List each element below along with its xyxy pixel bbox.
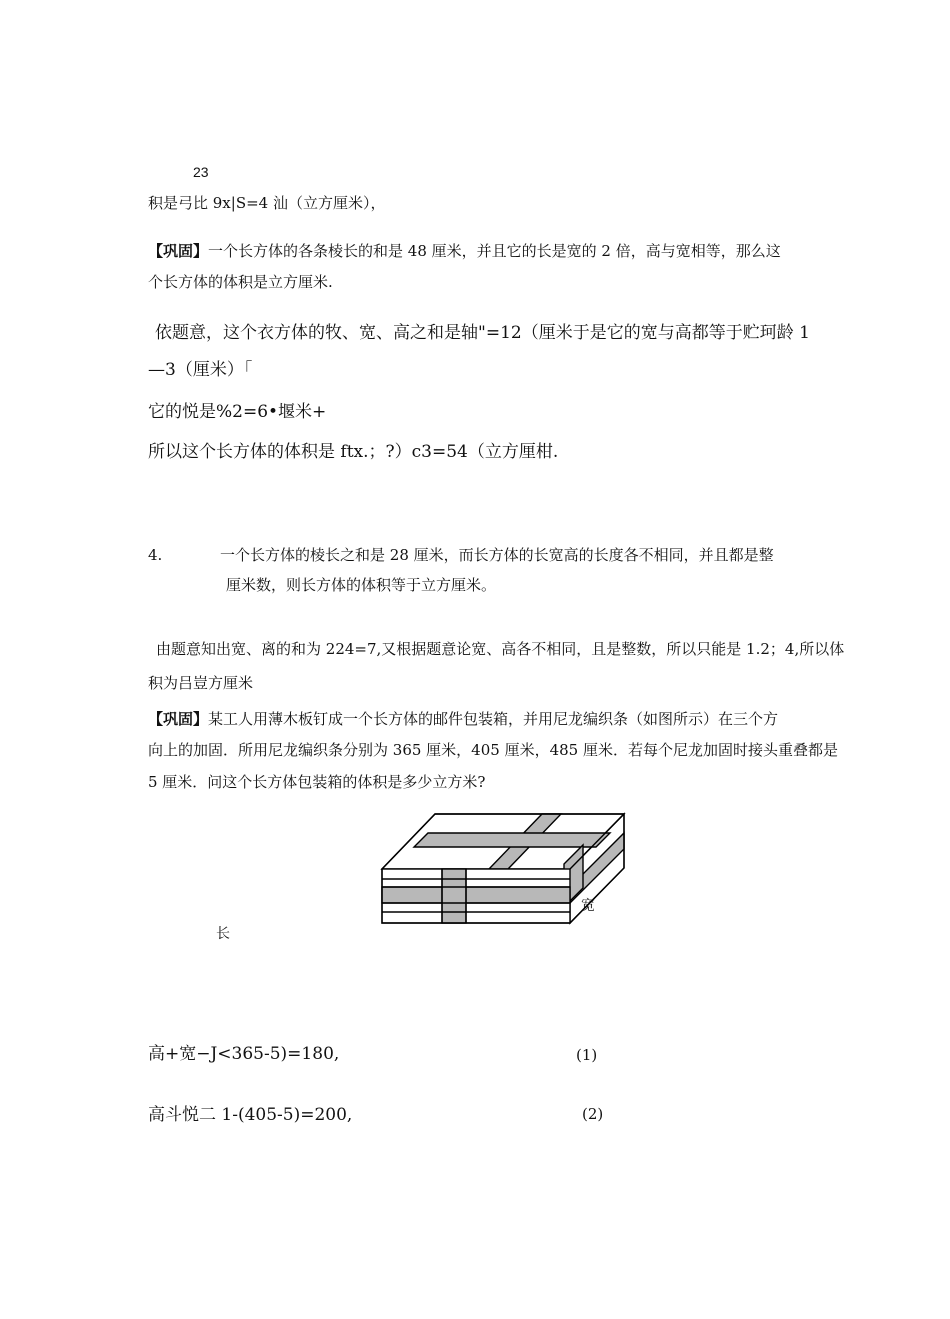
solution-1-line-3: 它的悦是%2=6•堰米+ <box>148 402 327 422</box>
question-4-line-1: 一个长方体的棱长之和是 28 厘米，而长方体的长宽高的长度各不相同，并且都是整 <box>220 546 774 564</box>
consolidate-tag: 【巩固】 <box>148 242 209 260</box>
solution-1-line-4: 所以这个长方体的体积是 ftx.；?）c3=54（立方厘柑. <box>148 442 559 462</box>
consolidate-text: 一个长方体的各条棱长的和是 48 厘米，并且它的长是宽的 2 倍，高与宽相等，那么这 <box>208 242 781 260</box>
equation-2-number: (2) <box>582 1105 604 1123</box>
label-width: 宽 <box>581 897 595 913</box>
volume-result-line: 积是弓比 9x|S=4 汕（立方厘米）， <box>148 194 386 212</box>
question-4-line-2: 厘米数，则长方体的体积等于立方厘米。 <box>226 576 497 594</box>
consolidate-question-2-line-3: 5 厘米．问这个长方体包装箱的体积是多少立方米? <box>148 773 486 791</box>
question-4-number: 4. <box>148 546 163 564</box>
solution-1-line-1: 依题意，这个衣方体的牧、宽、高之和是轴"=12（厘米于是它的宽与高都等于贮珂龄 1 <box>155 323 810 343</box>
solution-2-line-2: 积为吕豈方厘米 <box>148 674 254 692</box>
equation-1-number: (1) <box>576 1046 598 1064</box>
solution-2-line-1: 由题意知出宽、离的和为 224=7,又根据题意论宽、高各不相同，且是整数，所以只能是 1.2；4,所以体 <box>156 640 845 658</box>
solution-1-line-2: —3（厘米）「 <box>148 360 253 380</box>
label-length: 长 <box>216 925 230 941</box>
consolidate-question-2-line-1 <box>148 712 778 727</box>
superscript-number: 23 <box>193 164 209 180</box>
consolidate-question-1-line-2: 个长方体的体积是立方厘米. <box>148 273 333 291</box>
consolidate-question-2-line-2: 向上的加固．所用尼龙编织条分别为 365 厘米，405 厘米，485 厘米．若每个尼龙加固时接头重叠都是 <box>148 741 838 759</box>
front-strap-vertical <box>442 869 466 923</box>
front-strap-horizontal <box>382 887 570 903</box>
consolidate-question-1-line-1 <box>148 244 781 259</box>
box-with-straps-figure <box>378 812 638 928</box>
equation-2: 高斗悦二 1-(405-5)=200, <box>148 1105 353 1125</box>
consolidate-text: 某工人用薄木板钉成一个长方体的邮件包装箱，并用尼龙编织条（如图所示）在三个方 <box>208 710 779 728</box>
equation-1: 高+宽−J<365-5)=180, <box>148 1044 340 1064</box>
consolidate-tag: 【巩固】 <box>148 710 209 728</box>
top-strap-cross <box>414 833 610 847</box>
